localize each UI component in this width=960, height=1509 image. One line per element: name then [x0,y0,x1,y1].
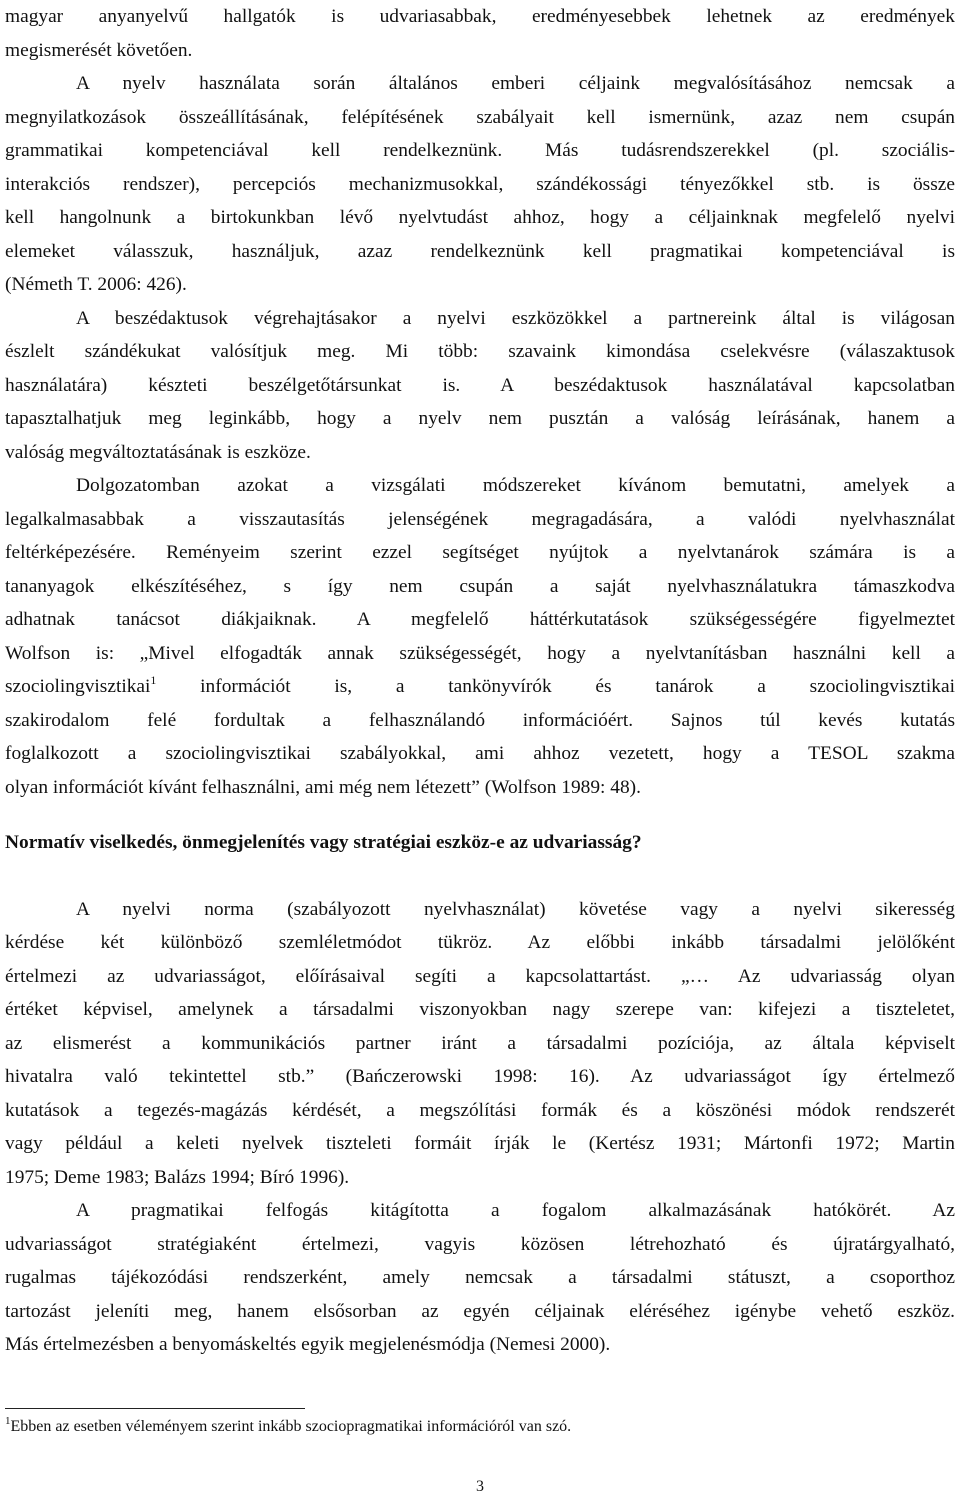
text-line: Wolfson is: „Mivel elfogadták annak szükségességét, hogy a nyelvtanításban használni kell a [5,642,955,664]
text-line: A nyelvi norma (szabályozott nyelvhasználat) követése vagy a nyelvi sikeresség [76,898,955,920]
text-line: értéket képvisel, amelynek a társadalmi viszonyokban nagy szerepe van: kifejezi a tiszteletet, [5,999,955,1020]
document-page [5,0,955,1362]
text-line: szakirodalom felé fordultak a felhasználandó információért. Sajnos túl kevés kutatás [5,709,955,731]
text-line: olyan információt kívánt felhasználni, ami még nem létezett” (Wolfson 1989: 48). [5,776,641,798]
text-line: használatára) készteti beszélgetőtársunkat is. A beszédaktusok használatával kapcsolatban [5,374,955,396]
text-line: A pragmatikai felfogás kitágította a fogalom alkalmazásának hatókörét. Az [76,1200,955,1221]
footnote-text: Ebben az esetben véleményem szerint inkább szociopragmatikai információról van szó. [10,1418,572,1435]
paragraph [5,0,955,67]
text-line: valóság megváltoztatásának is eszköze. [5,441,311,463]
text-line: Dolgozatomban azokat a vizsgálati módszereket kívánom bemutatni, amelyek a [76,475,955,496]
text-line: A nyelv használata során általános emberi céljaink megvalósításához nemcsak a [76,73,955,94]
text-line: tapasztalhatjuk meg leginkább, hogy a nyelv nem pusztán a valóság leírásának, hanem a [5,408,955,429]
footnote-separator [5,1408,305,1409]
page-number: 3 [476,1478,484,1495]
text-line: tananyagok elkészítéséhez, s így nem csupán a saját nyelvhasználatukra támaszkodva [5,575,955,597]
paragraph [5,67,955,302]
paragraph [5,893,955,1195]
footnote [5,1416,955,1438]
text-line: rugalmas tájékozódási rendszerként, amely nemcsak a társadalmi státuszt, a csoporthoz [5,1267,955,1288]
text-line: tartozást jeleníti meg, hanem elsősorban az egyén céljainak eléréséhez igénybe vehető eszköz. [5,1300,955,1322]
text-line: feltérképezésére. Reményeim szerint ezzel segítséget nyújtok a nyelvtanárok számára is a [5,542,955,563]
text-line: kell hangolnunk a birtokunkban lévő nyelvtudást ahhoz, hogy a céljainknak megfelelő nyelvi [5,207,955,228]
text-line: kutatások a tegezés-magázás kérdését, a megszólítási formák és a köszönési módok rendszerét [5,1099,955,1121]
text-line-with-footnote-ref [5,670,955,704]
text-line: (Németh T. 2006: 426). [5,274,187,295]
text-segment: információt is, a tankönyvírók és tanárok a szociolingvisztikai [156,676,955,697]
text-line: 1975; Deme 1983; Balázs 1994; Bíró 1996). [5,1166,350,1188]
text-line: elemeket válasszuk, használjuk, azaz rendelkeznünk kell pragmatikai kompetenciával is [5,240,955,262]
text-line: udvariasságot stratégiaként értelmezi, vagyis közösen létrehozható és újratárgyalható, [5,1233,955,1255]
text-line: Más értelmezésben a benyomáskeltés egyik megjelenésmódja (Nemesi 2000). [5,1334,611,1355]
text-line: észlelt szándékukat valósítjuk meg. Mi több: szavaink kimondása cselekvésre (válaszaktusok [5,341,955,362]
text-line: interakciós rendszer), percepciós mechanizmusokkal, szándékossági tényezőkkel stb. is össze [5,173,955,195]
text-line: vagy például a keleti nyelvek tiszteleti formáit írják le (Kertész 1931; Mártonfi 1972; Martin [5,1133,955,1154]
footnote-marker: 1 [5,1415,11,1427]
text-line: megismerését követően. [5,39,193,61]
paragraph [5,1194,955,1362]
text-line: foglalkozott a szociolingvisztikai szabályokkal, ami ahhoz vezetett, hogy a TESOL szakma [5,743,955,764]
text-line: adhatnak tanácsot diákjaiknak. A megfelelő háttérkutatások szükségességére figyelmeztet [5,609,955,630]
footnote-reference[interactable]: 1 [150,673,157,687]
text-segment: szociolingvisztikai [5,676,151,697]
text-line: legalkalmasabbak a visszautasítás jelenségének megragadására, a valódi nyelvhasználat [5,508,955,530]
text-line: értelmezi az udvariasságot, előírásaival segíti a kapcsolattartást. „… Az udvariasság olyan [5,965,955,987]
text-line: kérdése két különböző szemléletmódot tükröz. Az előbbi inkább társadalmi jelölőként [5,932,955,953]
text-line: az elismerést a kommunikációs partner iránt a társadalmi pozíciója, az általa képviselt [5,1032,955,1054]
text-line: grammatikai kompetenciával kell rendelkeznünk. Más tudásrendszerekkel (pl. szociális- [5,140,955,161]
section-heading: Normatív viselkedés, önmegjelenítés vagy stratégiai eszköz-e az udvariasság? [5,832,642,853]
paragraph [5,302,955,470]
text-line: magyar anyanyelvű hallgatók is udvariasabbak, eredményesebbek lehetnek az eredmények [5,6,955,27]
text-line: hivatalra való tekintettel stb.” (Bańczerowski 1998: 16). Az udvariasságot így értelmező [5,1066,955,1087]
text-line: megnyilatkozások összeállításának, felépítésének szabályait kell ismernünk, azaz nem csupán [5,106,955,128]
text-line: A beszédaktusok végrehajtásakor a nyelvi eszközökkel a partnereink által is világosan [76,307,955,329]
paragraph [5,469,955,804]
